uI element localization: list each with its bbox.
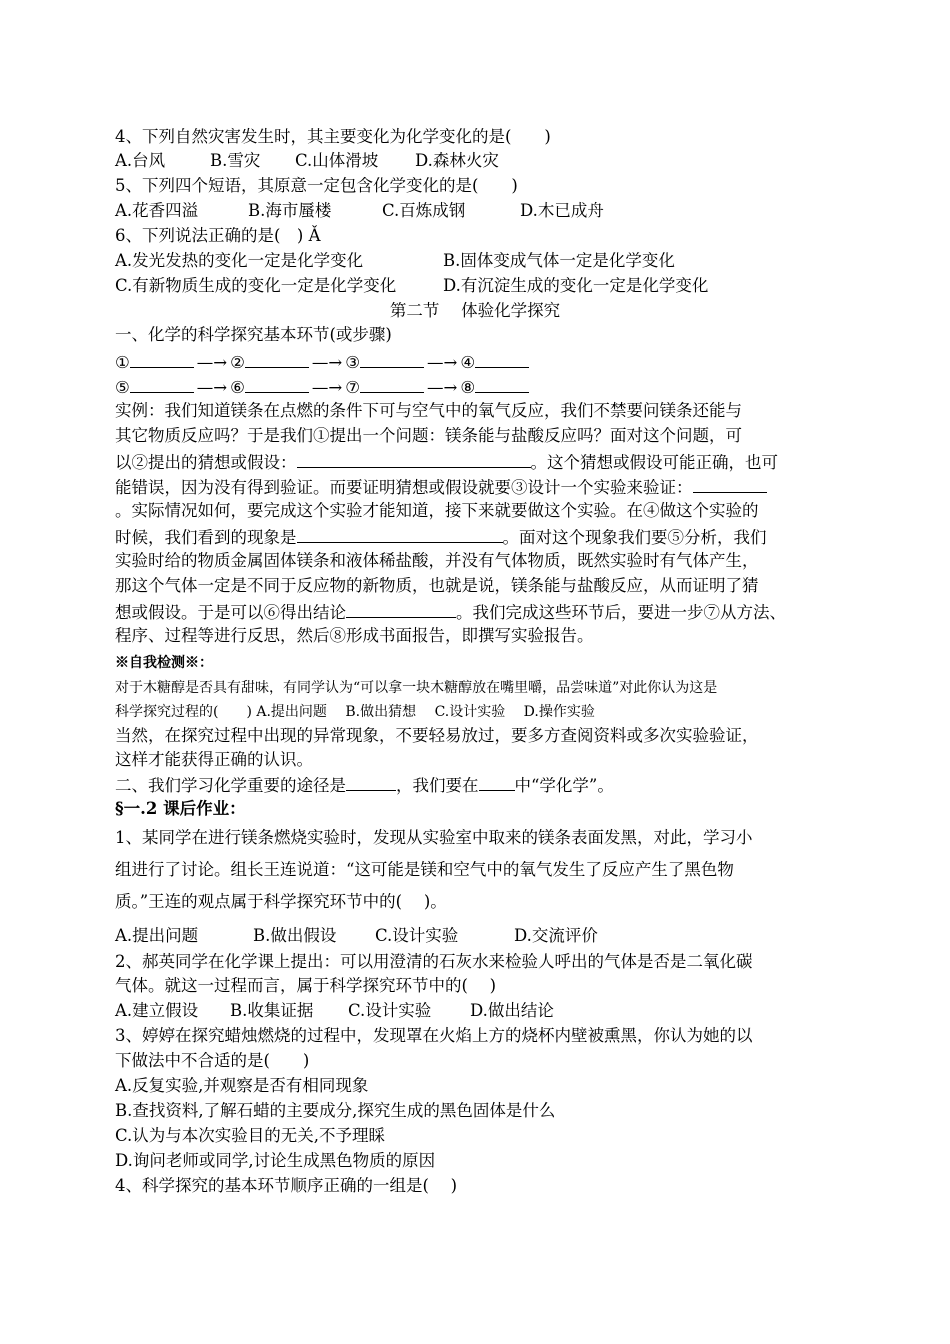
hypothesis-blank[interactable] xyxy=(297,450,531,468)
step-2-number: ② xyxy=(230,353,245,372)
q4-option-b[interactable]: B.雪灾 xyxy=(210,151,261,170)
section-title: 第二节 体验化学探究 xyxy=(389,301,561,320)
q5-option-b[interactable]: B.海市蜃楼 xyxy=(248,201,332,220)
arrow: —→ xyxy=(196,353,228,372)
hw2-line-2: 气体。就这一过程而言，属于科学探究环节中的( ) xyxy=(115,976,497,995)
step-2-blank[interactable] xyxy=(245,350,309,368)
part2-text: ，我们要在 xyxy=(396,776,479,795)
hw2-line-1: 2、郝英同学在化学课上提出：可以用澄清的石灰水来检验人呼出的气体是否是二氧化碳 xyxy=(115,952,753,971)
q4-option-a[interactable]: A.台风 xyxy=(115,151,166,170)
step-1-number: ① xyxy=(115,353,130,372)
self-check-title: ※自我检测※： xyxy=(115,655,213,671)
hw3-option-c[interactable]: C.认为与本次实验目的无关,不予理睬 xyxy=(115,1126,386,1145)
example-line-3 xyxy=(115,450,778,474)
q6-option-b[interactable]: B.固体变成气体一定是化学变化 xyxy=(443,251,675,270)
steps-row-2 xyxy=(115,375,529,399)
hw2-option-a[interactable]: A.建立假设 xyxy=(115,1001,199,1020)
part2-line xyxy=(115,773,614,797)
q6-stem: 6、下列说法正确的是( ) Ǎ xyxy=(115,226,321,245)
q4-options xyxy=(115,150,499,172)
experiment-design-blank[interactable] xyxy=(693,475,767,493)
place-blank[interactable] xyxy=(479,773,515,791)
part1-heading: 一、化学的科学探究基本环节(或步骤) xyxy=(115,325,392,344)
example-line-5: 。实际情况如何，要完成这个实验才能知道，接下来就要做这个实验。在④做这个实验的 xyxy=(115,501,759,520)
part2-text: 二、我们学习化学重要的途径是 xyxy=(115,776,346,795)
note-line-2: 这样才能获得正确的认识。 xyxy=(115,750,313,769)
steps-row-1 xyxy=(115,350,529,374)
example-line-1: 实例：我们知道镁条在点燃的条件下可与空气中的氧气反应，我们不禁要问镁条还能与 xyxy=(115,401,742,420)
q5-option-c[interactable]: C.百炼成钢 xyxy=(382,201,466,220)
q6-options-row2 xyxy=(115,275,708,297)
example-text: 。我们完成这些环节后，要进一步⑦从方法、 xyxy=(456,603,786,622)
step-8-number: ⑧ xyxy=(460,378,476,397)
example-text: 想或假设。于是可以⑥得出结论 xyxy=(115,603,346,622)
step-6-blank[interactable] xyxy=(245,375,309,393)
arrow: —→ xyxy=(427,378,458,397)
hw2-option-c[interactable]: C.设计实验 xyxy=(348,1001,432,1020)
q4-stem: 4、下列自然灾害发生时，其主要变化为化学变化的是( ) xyxy=(115,127,551,146)
hw1-option-a[interactable]: A.提出问题 xyxy=(115,926,199,945)
example-line-9 xyxy=(115,600,786,624)
q5-option-a[interactable]: A.花香四溢 xyxy=(115,201,199,220)
q6-option-d[interactable]: D.有沉淀生成的变化一定是化学变化 xyxy=(443,276,709,295)
step-3-blank[interactable] xyxy=(360,350,424,368)
q4-option-d[interactable]: D.森林火灾 xyxy=(415,151,499,170)
phenomenon-blank[interactable] xyxy=(297,525,503,543)
step-4-number: ④ xyxy=(460,353,476,372)
homework-title: §一.2 课后作业： xyxy=(115,799,246,818)
hw3-option-d[interactable]: D.询问老师或同学,讨论生成黑色物质的原因 xyxy=(115,1151,436,1170)
hw3-line-1: 3、婷婷在探究蜡烛燃烧的过程中，发现罩在火焰上方的烧杯内壁被熏黑，你认为她的以 xyxy=(115,1026,753,1045)
example-text: 时候，我们看到的现象是 xyxy=(115,528,297,547)
hw2-option-b[interactable]: B.收集证据 xyxy=(230,1001,314,1020)
hw1-line-3: 质。”王连的观点属于科学探究环节中的( )。 xyxy=(115,892,447,911)
arrow: —→ xyxy=(311,353,343,372)
step-5-number: ⑤ xyxy=(115,378,130,397)
example-line-6 xyxy=(115,525,767,549)
arrow: —→ xyxy=(311,378,343,397)
hw3-option-a[interactable]: A.反复实验,并观察是否有相同现象 xyxy=(115,1076,369,1095)
self-check-line-2: 科学探究过程的( ) A.提出问题 B.做出猜想 C.设计实验 D.操作实验 xyxy=(115,704,595,720)
example-text: 以②提出的猜想或假设： xyxy=(115,453,297,472)
step-4-blank[interactable] xyxy=(475,350,529,368)
hw1-option-c[interactable]: C.设计实验 xyxy=(375,926,459,945)
hw2-option-d[interactable]: D.做出结论 xyxy=(470,1001,554,1020)
note-line-1: 当然，在探究过程中出现的异常现象，不要轻易放过，要多方查阅资料或多次实验验证， xyxy=(115,726,759,745)
hw1-line-2: 组进行了讨论。组长王连说道：“这可能是镁和空气中的氧气发生了反应产生了黑色物 xyxy=(115,860,734,879)
example-line-8: 那这个气体一定是不同于反应物的新物质，也就是说，镁条能与盐酸反应，从而证明了猜 xyxy=(115,576,759,595)
arrow: —→ xyxy=(427,353,458,372)
example-text: 。这个猜想或假设可能正确，也可 xyxy=(530,453,778,472)
hw4-stem: 4、科学探究的基本环节顺序正确的一组是( ) xyxy=(115,1176,458,1195)
step-5-blank[interactable] xyxy=(130,375,194,393)
hw1-options xyxy=(115,925,598,947)
example-text: 。面对这个现象我们要⑤分析，我们 xyxy=(502,528,767,547)
q6-option-a[interactable]: A.发光发热的变化一定是化学变化 xyxy=(115,251,364,270)
conclusion-blank[interactable] xyxy=(346,600,456,618)
step-6-number: ⑥ xyxy=(230,378,245,397)
example-line-2: 其它物质反应吗？于是我们①提出一个问题：镁条能与盐酸反应吗？面对这个问题，可 xyxy=(115,426,742,445)
arrow: —→ xyxy=(196,378,228,397)
step-3-number: ③ xyxy=(345,353,361,372)
example-text: 能错误，因为没有得到验证。而要证明猜想或假设就要③设计一个实验来验证： xyxy=(115,478,693,497)
self-check-line-1: 对于木糖醇是否具有甜味，有同学认为“可以拿一块木糖醇放在嘴里嚼，品尝味道”对此你认为这是 xyxy=(115,680,718,696)
step-7-number: ⑦ xyxy=(345,378,361,397)
q5-option-d[interactable]: D.木已成舟 xyxy=(520,201,604,220)
step-1-blank[interactable] xyxy=(130,350,194,368)
step-8-blank[interactable] xyxy=(475,375,529,393)
hw3-line-2: 下做法中不合适的是( ) xyxy=(115,1051,310,1070)
q5-stem: 5、下列四个短语，其原意一定包含化学变化的是( ) xyxy=(115,176,518,195)
hw2-options xyxy=(115,1000,554,1022)
example-line-7: 实验时给的物质金属固体镁条和液体稀盐酸，并没有气体物质，既然实验时有气体产生， xyxy=(115,551,759,570)
hw1-option-b[interactable]: B.做出假设 xyxy=(253,926,337,945)
hw3-option-b[interactable]: B.查找资料,了解石蜡的主要成分,探究生成的黑色固体是什么 xyxy=(115,1101,556,1120)
route-blank[interactable] xyxy=(346,773,396,791)
part2-text: 中“学化学”。 xyxy=(514,776,614,795)
step-7-blank[interactable] xyxy=(360,375,424,393)
example-line-10: 程序、过程等进行反思，然后⑧形成书面报告，即撰写实验报告。 xyxy=(115,626,594,645)
q4-option-c[interactable]: C.山体滑坡 xyxy=(295,151,379,170)
example-line-4 xyxy=(115,475,767,499)
hw1-option-d[interactable]: D.交流评价 xyxy=(514,926,598,945)
q5-options xyxy=(115,200,604,222)
q6-option-c[interactable]: C.有新物质生成的变化一定是化学变化 xyxy=(115,276,397,295)
hw1-line-1: 1、某同学在进行镁条燃烧实验时，发现从实验室中取来的镁条表面发黑，对此，学习小 xyxy=(115,828,753,847)
q6-options-row1 xyxy=(115,250,675,272)
